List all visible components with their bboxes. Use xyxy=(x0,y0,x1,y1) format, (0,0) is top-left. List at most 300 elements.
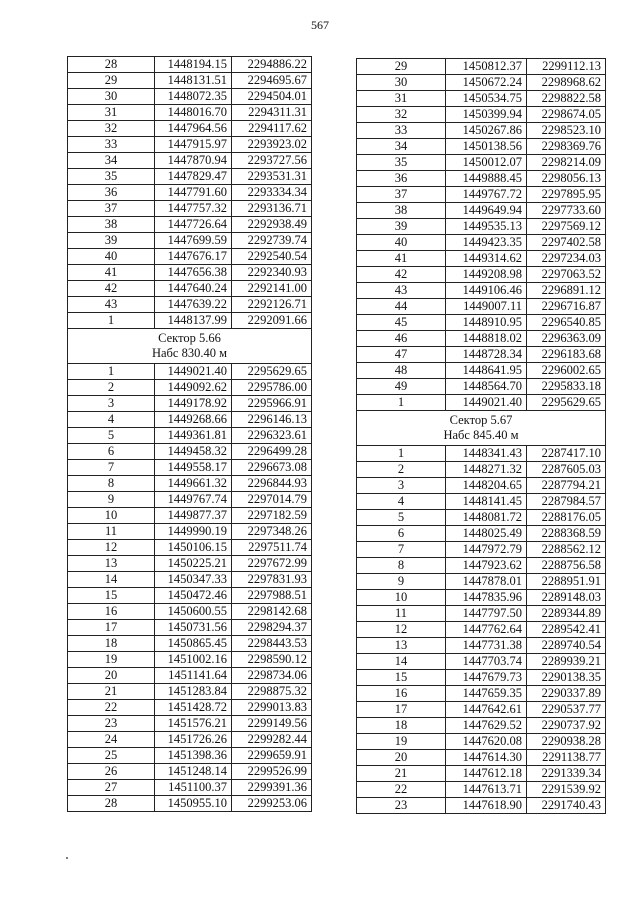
x-coordinate-cell: 1449361.81 xyxy=(155,428,232,444)
table-row xyxy=(68,105,312,121)
x-coordinate-cell: 1449178.92 xyxy=(155,396,232,412)
y-coordinate-cell: 2289148.03 xyxy=(527,590,606,606)
sector-header-row xyxy=(357,411,606,446)
point-number-cell: 39 xyxy=(68,233,155,249)
point-number-cell: 4 xyxy=(68,412,155,428)
x-coordinate-cell: 1447870.94 xyxy=(155,153,232,169)
point-number-cell: 14 xyxy=(68,572,155,588)
point-number-cell: 24 xyxy=(68,732,155,748)
table-row xyxy=(357,574,606,590)
table-row xyxy=(357,139,606,155)
table-row xyxy=(357,363,606,379)
x-coordinate-cell: 1449268.66 xyxy=(155,412,232,428)
point-number-cell: 28 xyxy=(68,57,155,73)
point-number-cell: 6 xyxy=(357,526,446,542)
point-number-cell: 45 xyxy=(357,315,446,331)
y-coordinate-cell: 2290737.92 xyxy=(527,718,606,734)
x-coordinate-cell: 1447797.50 xyxy=(446,606,527,622)
table-row xyxy=(68,185,312,201)
point-number-cell: 23 xyxy=(68,716,155,732)
y-coordinate-cell: 2298214.09 xyxy=(527,155,606,171)
table-row xyxy=(357,379,606,395)
table-row xyxy=(68,700,312,716)
sector-elevation: Набс 830.40 м xyxy=(151,346,228,360)
point-number-cell: 29 xyxy=(357,59,446,75)
x-coordinate-cell: 1447620.08 xyxy=(446,734,527,750)
table-row xyxy=(68,796,312,812)
x-coordinate-cell: 1451398.36 xyxy=(155,748,232,764)
table-row xyxy=(68,265,312,281)
x-coordinate-cell: 1449092.62 xyxy=(155,380,232,396)
point-number-cell: 36 xyxy=(357,171,446,187)
x-coordinate-cell: 1450472.46 xyxy=(155,588,232,604)
x-coordinate-cell: 1449558.17 xyxy=(155,460,232,476)
y-coordinate-cell: 2297348.26 xyxy=(232,524,312,540)
y-coordinate-cell: 2292540.54 xyxy=(232,249,312,265)
point-number-cell: 12 xyxy=(357,622,446,638)
y-coordinate-cell: 2297831.93 xyxy=(232,572,312,588)
x-coordinate-cell: 1449423.35 xyxy=(446,235,527,251)
x-coordinate-cell: 1449458.32 xyxy=(155,444,232,460)
x-coordinate-cell: 1449767.74 xyxy=(155,492,232,508)
table-row xyxy=(357,251,606,267)
sector-header-row xyxy=(68,329,312,364)
table-row xyxy=(68,556,312,572)
point-number-cell: 2 xyxy=(68,380,155,396)
table-row xyxy=(68,313,312,329)
point-number-cell: 8 xyxy=(68,476,155,492)
point-number-cell: 17 xyxy=(357,702,446,718)
point-number-cell: 13 xyxy=(357,638,446,654)
table-row xyxy=(68,652,312,668)
x-coordinate-cell: 1450865.45 xyxy=(155,636,232,652)
y-coordinate-cell: 2289344.89 xyxy=(527,606,606,622)
point-number-cell: 8 xyxy=(357,558,446,574)
y-coordinate-cell: 2291740.43 xyxy=(527,798,606,814)
table-row xyxy=(68,297,312,313)
x-coordinate-cell: 1448641.95 xyxy=(446,363,527,379)
point-number-cell: 40 xyxy=(357,235,446,251)
x-coordinate-cell: 1450399.94 xyxy=(446,107,527,123)
x-coordinate-cell: 1450347.33 xyxy=(155,572,232,588)
y-coordinate-cell: 2295629.65 xyxy=(527,395,606,411)
table-row xyxy=(68,201,312,217)
x-coordinate-cell: 1449990.19 xyxy=(155,524,232,540)
x-coordinate-cell: 1447923.62 xyxy=(446,558,527,574)
x-coordinate-cell: 1450138.56 xyxy=(446,139,527,155)
table-row xyxy=(357,606,606,622)
y-coordinate-cell: 2288562.12 xyxy=(527,542,606,558)
table-row xyxy=(68,57,312,73)
table-row xyxy=(357,155,606,171)
y-coordinate-cell: 2290938.28 xyxy=(527,734,606,750)
point-number-cell: 19 xyxy=(68,652,155,668)
table-row xyxy=(68,620,312,636)
x-coordinate-cell: 1449021.40 xyxy=(155,364,232,380)
x-coordinate-cell: 1449535.13 xyxy=(446,219,527,235)
x-coordinate-cell: 1447835.96 xyxy=(446,590,527,606)
table-row xyxy=(357,235,606,251)
y-coordinate-cell: 2299526.99 xyxy=(232,764,312,780)
point-number-cell: 48 xyxy=(357,363,446,379)
x-coordinate-cell: 1448141.45 xyxy=(446,494,527,510)
table-row xyxy=(68,604,312,620)
y-coordinate-cell: 2292141.00 xyxy=(232,281,312,297)
table-row xyxy=(357,299,606,315)
point-number-cell: 43 xyxy=(357,283,446,299)
point-number-cell: 18 xyxy=(357,718,446,734)
y-coordinate-cell: 2287984.57 xyxy=(527,494,606,510)
table-row xyxy=(68,412,312,428)
x-coordinate-cell: 1447829.47 xyxy=(155,169,232,185)
table-row xyxy=(68,748,312,764)
point-number-cell: 25 xyxy=(68,748,155,764)
point-number-cell: 20 xyxy=(357,750,446,766)
table-row xyxy=(68,121,312,137)
point-number-cell: 1 xyxy=(357,446,446,462)
point-number-cell: 36 xyxy=(68,185,155,201)
y-coordinate-cell: 2297063.52 xyxy=(527,267,606,283)
y-coordinate-cell: 2296323.61 xyxy=(232,428,312,444)
table-row xyxy=(357,526,606,542)
x-coordinate-cell: 1448016.70 xyxy=(155,105,232,121)
x-coordinate-cell: 1451576.21 xyxy=(155,716,232,732)
y-coordinate-cell: 2290138.35 xyxy=(527,670,606,686)
point-number-cell: 35 xyxy=(68,169,155,185)
point-number-cell: 22 xyxy=(357,782,446,798)
table-row xyxy=(357,766,606,782)
coordinates-table-right xyxy=(356,58,606,814)
point-number-cell: 12 xyxy=(68,540,155,556)
table-row xyxy=(357,283,606,299)
y-coordinate-cell: 2293923.02 xyxy=(232,137,312,153)
y-coordinate-cell: 2298523.10 xyxy=(527,123,606,139)
x-coordinate-cell: 1448137.99 xyxy=(155,313,232,329)
y-coordinate-cell: 2296363.09 xyxy=(527,331,606,347)
point-number-cell: 15 xyxy=(68,588,155,604)
x-coordinate-cell: 1450672.24 xyxy=(446,75,527,91)
x-coordinate-cell: 1447640.24 xyxy=(155,281,232,297)
x-coordinate-cell: 1447791.60 xyxy=(155,185,232,201)
y-coordinate-cell: 2294886.22 xyxy=(232,57,312,73)
y-coordinate-cell: 2294117.62 xyxy=(232,121,312,137)
point-number-cell: 30 xyxy=(68,89,155,105)
y-coordinate-cell: 2299253.06 xyxy=(232,796,312,812)
point-number-cell: 16 xyxy=(68,604,155,620)
point-number-cell: 1 xyxy=(68,364,155,380)
point-number-cell: 19 xyxy=(357,734,446,750)
y-coordinate-cell: 2296540.85 xyxy=(527,315,606,331)
x-coordinate-cell: 1447612.18 xyxy=(446,766,527,782)
y-coordinate-cell: 2295833.18 xyxy=(527,379,606,395)
y-coordinate-cell: 2290537.77 xyxy=(527,702,606,718)
page-number: 567 xyxy=(311,18,329,32)
x-coordinate-cell: 1449106.46 xyxy=(446,283,527,299)
x-coordinate-cell: 1449314.62 xyxy=(446,251,527,267)
point-number-cell: 35 xyxy=(357,155,446,171)
table-row xyxy=(357,478,606,494)
table-row xyxy=(68,428,312,444)
x-coordinate-cell: 1448910.95 xyxy=(446,315,527,331)
x-coordinate-cell: 1448818.02 xyxy=(446,331,527,347)
x-coordinate-cell: 1450267.86 xyxy=(446,123,527,139)
y-coordinate-cell: 2288951.91 xyxy=(527,574,606,590)
point-number-cell: 11 xyxy=(357,606,446,622)
point-number-cell: 1 xyxy=(68,313,155,329)
sector-elevation: Набс 845.40 м xyxy=(443,428,519,442)
y-coordinate-cell: 2296499.28 xyxy=(232,444,312,460)
sector-header xyxy=(68,329,312,364)
x-coordinate-cell: 1448564.70 xyxy=(446,379,527,395)
point-number-cell: 32 xyxy=(357,107,446,123)
y-coordinate-cell: 2293727.56 xyxy=(232,153,312,169)
table-row xyxy=(357,395,606,411)
x-coordinate-cell: 1448194.15 xyxy=(155,57,232,73)
x-coordinate-cell: 1449888.45 xyxy=(446,171,527,187)
table-row xyxy=(357,494,606,510)
table-row xyxy=(357,107,606,123)
point-number-cell: 28 xyxy=(68,796,155,812)
x-coordinate-cell: 1447642.61 xyxy=(446,702,527,718)
x-coordinate-cell: 1448025.49 xyxy=(446,526,527,542)
x-coordinate-cell: 1450812.37 xyxy=(446,59,527,75)
x-coordinate-cell: 1451141.64 xyxy=(155,668,232,684)
y-coordinate-cell: 2295629.65 xyxy=(232,364,312,380)
y-coordinate-cell: 2294311.31 xyxy=(232,105,312,121)
point-number-cell: 10 xyxy=(357,590,446,606)
x-coordinate-cell: 1448081.72 xyxy=(446,510,527,526)
point-number-cell: 7 xyxy=(357,542,446,558)
y-coordinate-cell: 2288368.59 xyxy=(527,526,606,542)
table-row xyxy=(357,750,606,766)
y-coordinate-cell: 2293531.31 xyxy=(232,169,312,185)
y-coordinate-cell: 2298590.12 xyxy=(232,652,312,668)
y-coordinate-cell: 2287605.03 xyxy=(527,462,606,478)
x-coordinate-cell: 1447639.22 xyxy=(155,297,232,313)
x-coordinate-cell: 1451002.16 xyxy=(155,652,232,668)
point-number-cell: 33 xyxy=(357,123,446,139)
y-coordinate-cell: 2296673.08 xyxy=(232,460,312,476)
x-coordinate-cell: 1449007.11 xyxy=(446,299,527,315)
y-coordinate-cell: 2299391.36 xyxy=(232,780,312,796)
point-number-cell: 37 xyxy=(68,201,155,217)
point-number-cell: 42 xyxy=(68,281,155,297)
point-number-cell: 21 xyxy=(357,766,446,782)
y-coordinate-cell: 2298056.13 xyxy=(527,171,606,187)
point-number-cell: 9 xyxy=(357,574,446,590)
x-coordinate-cell: 1450600.55 xyxy=(155,604,232,620)
y-coordinate-cell: 2291539.92 xyxy=(527,782,606,798)
table-row xyxy=(357,347,606,363)
point-number-cell: 3 xyxy=(68,396,155,412)
point-number-cell: 43 xyxy=(68,297,155,313)
y-coordinate-cell: 2296183.68 xyxy=(527,347,606,363)
y-coordinate-cell: 2298822.58 xyxy=(527,91,606,107)
point-number-cell: 34 xyxy=(68,153,155,169)
x-coordinate-cell: 1447878.01 xyxy=(446,574,527,590)
x-coordinate-cell: 1448131.51 xyxy=(155,73,232,89)
y-coordinate-cell: 2298875.32 xyxy=(232,684,312,700)
table-row xyxy=(68,217,312,233)
table-row xyxy=(68,380,312,396)
point-number-cell: 40 xyxy=(68,249,155,265)
table-row xyxy=(357,702,606,718)
table-row xyxy=(357,622,606,638)
x-coordinate-cell: 1447762.64 xyxy=(446,622,527,638)
x-coordinate-cell: 1448072.35 xyxy=(155,89,232,105)
table-row xyxy=(357,219,606,235)
table-row xyxy=(68,169,312,185)
x-coordinate-cell: 1450012.07 xyxy=(446,155,527,171)
point-number-cell: 38 xyxy=(357,203,446,219)
y-coordinate-cell: 2292938.49 xyxy=(232,217,312,233)
table-row xyxy=(357,542,606,558)
table-row xyxy=(357,59,606,75)
point-number-cell: 11 xyxy=(68,524,155,540)
y-coordinate-cell: 2298443.53 xyxy=(232,636,312,652)
table-row xyxy=(357,510,606,526)
x-coordinate-cell: 1447656.38 xyxy=(155,265,232,281)
y-coordinate-cell: 2291138.77 xyxy=(527,750,606,766)
table-row xyxy=(357,798,606,814)
y-coordinate-cell: 2299282.44 xyxy=(232,732,312,748)
x-coordinate-cell: 1449767.72 xyxy=(446,187,527,203)
y-coordinate-cell: 2297988.51 xyxy=(232,588,312,604)
table-row xyxy=(357,670,606,686)
table-row xyxy=(68,716,312,732)
x-coordinate-cell: 1447659.35 xyxy=(446,686,527,702)
y-coordinate-cell: 2297182.59 xyxy=(232,508,312,524)
y-coordinate-cell: 2298294.37 xyxy=(232,620,312,636)
point-number-cell: 1 xyxy=(357,395,446,411)
y-coordinate-cell: 2292739.74 xyxy=(232,233,312,249)
point-number-cell: 4 xyxy=(357,494,446,510)
table-row xyxy=(357,590,606,606)
point-number-cell: 23 xyxy=(357,798,446,814)
y-coordinate-cell: 2296716.87 xyxy=(527,299,606,315)
x-coordinate-cell: 1447972.79 xyxy=(446,542,527,558)
table-row xyxy=(357,171,606,187)
table-row xyxy=(357,315,606,331)
table-row xyxy=(68,73,312,89)
y-coordinate-cell: 2292126.71 xyxy=(232,297,312,313)
y-coordinate-cell: 2293136.71 xyxy=(232,201,312,217)
y-coordinate-cell: 2291339.34 xyxy=(527,766,606,782)
point-number-cell: 21 xyxy=(68,684,155,700)
point-number-cell: 7 xyxy=(68,460,155,476)
table-row xyxy=(68,476,312,492)
y-coordinate-cell: 2299112.13 xyxy=(527,59,606,75)
table-row xyxy=(68,364,312,380)
point-number-cell: 14 xyxy=(357,654,446,670)
y-coordinate-cell: 2289542.41 xyxy=(527,622,606,638)
table-row xyxy=(68,396,312,412)
x-coordinate-cell: 1448341.43 xyxy=(446,446,527,462)
x-coordinate-cell: 1449649.94 xyxy=(446,203,527,219)
point-number-cell: 41 xyxy=(68,265,155,281)
x-coordinate-cell: 1449661.32 xyxy=(155,476,232,492)
x-coordinate-cell: 1447731.38 xyxy=(446,638,527,654)
y-coordinate-cell: 2295966.91 xyxy=(232,396,312,412)
y-coordinate-cell: 2299013.83 xyxy=(232,700,312,716)
x-coordinate-cell: 1449021.40 xyxy=(446,395,527,411)
point-number-cell: 30 xyxy=(357,75,446,91)
y-coordinate-cell: 2297672.99 xyxy=(232,556,312,572)
table-row xyxy=(357,638,606,654)
table-row xyxy=(357,331,606,347)
x-coordinate-cell: 1447964.56 xyxy=(155,121,232,137)
x-coordinate-cell: 1447614.30 xyxy=(446,750,527,766)
table-row xyxy=(68,780,312,796)
point-number-cell: 33 xyxy=(68,137,155,153)
y-coordinate-cell: 2298369.76 xyxy=(527,139,606,155)
x-coordinate-cell: 1449877.37 xyxy=(155,508,232,524)
y-coordinate-cell: 2296844.93 xyxy=(232,476,312,492)
y-coordinate-cell: 2293334.34 xyxy=(232,185,312,201)
y-coordinate-cell: 2289939.21 xyxy=(527,654,606,670)
point-number-cell: 6 xyxy=(68,444,155,460)
y-coordinate-cell: 2296891.12 xyxy=(527,283,606,299)
table-row xyxy=(68,764,312,780)
table-row xyxy=(68,249,312,265)
y-coordinate-cell: 2292340.93 xyxy=(232,265,312,281)
point-number-cell: 44 xyxy=(357,299,446,315)
point-number-cell: 15 xyxy=(357,670,446,686)
table-row xyxy=(68,588,312,604)
x-coordinate-cell: 1450534.75 xyxy=(446,91,527,107)
table-row xyxy=(68,153,312,169)
point-number-cell: 5 xyxy=(357,510,446,526)
table-row xyxy=(357,734,606,750)
x-coordinate-cell: 1448204.65 xyxy=(446,478,527,494)
table-row xyxy=(68,492,312,508)
point-number-cell: 41 xyxy=(357,251,446,267)
table-row xyxy=(68,684,312,700)
y-coordinate-cell: 2298734.06 xyxy=(232,668,312,684)
table-row xyxy=(68,732,312,748)
table-row xyxy=(68,460,312,476)
x-coordinate-cell: 1447676.17 xyxy=(155,249,232,265)
point-number-cell: 10 xyxy=(68,508,155,524)
table-row xyxy=(68,572,312,588)
x-coordinate-cell: 1448728.34 xyxy=(446,347,527,363)
table-row xyxy=(357,718,606,734)
coordinates-table-left xyxy=(67,56,312,812)
point-number-cell: 32 xyxy=(68,121,155,137)
point-number-cell: 17 xyxy=(68,620,155,636)
table-row xyxy=(68,444,312,460)
table-row xyxy=(68,508,312,524)
sector-title: Сектор 5.67 xyxy=(449,413,513,427)
y-coordinate-cell: 2297402.58 xyxy=(527,235,606,251)
x-coordinate-cell: 1451248.14 xyxy=(155,764,232,780)
x-coordinate-cell: 1448271.32 xyxy=(446,462,527,478)
sector-header xyxy=(357,411,606,446)
y-coordinate-cell: 2289740.54 xyxy=(527,638,606,654)
x-coordinate-cell: 1450225.21 xyxy=(155,556,232,572)
y-coordinate-cell: 2295786.00 xyxy=(232,380,312,396)
table-row xyxy=(68,540,312,556)
table-row xyxy=(357,267,606,283)
x-coordinate-cell: 1447726.64 xyxy=(155,217,232,233)
y-coordinate-cell: 2297234.03 xyxy=(527,251,606,267)
x-coordinate-cell: 1447699.59 xyxy=(155,233,232,249)
y-coordinate-cell: 2292091.66 xyxy=(232,313,312,329)
table-row xyxy=(68,233,312,249)
x-coordinate-cell: 1450731.56 xyxy=(155,620,232,636)
table-row xyxy=(357,446,606,462)
point-number-cell: 39 xyxy=(357,219,446,235)
